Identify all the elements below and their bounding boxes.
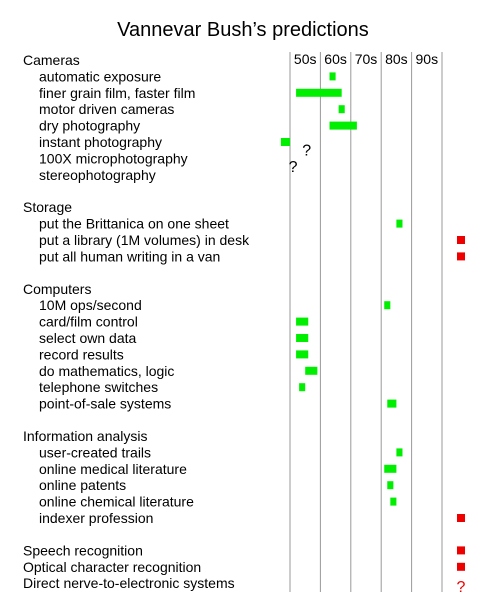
decade-tick-label: 50s — [293, 51, 317, 67]
timeline-bar — [396, 448, 402, 456]
prediction-label: record results — [39, 346, 124, 363]
timeline-bar — [387, 481, 393, 489]
prediction-label: put the Brittanica on one sheet — [39, 215, 229, 232]
not-achieved-marker — [457, 563, 465, 571]
prediction-label: 100X microphotography — [39, 150, 188, 167]
prediction-label: instant photography — [39, 134, 162, 150]
uncertain-marker: ? — [302, 142, 312, 160]
prediction-label: Optical character recognition — [23, 558, 202, 575]
timeline-bar — [384, 465, 396, 473]
unknown-marker: ? — [456, 579, 466, 597]
timeline-bar — [396, 220, 402, 228]
timeline-bar — [281, 138, 290, 146]
prediction-label: stereophotography — [39, 166, 156, 183]
prediction-label: put a library (1M volumes) in desk — [39, 232, 250, 248]
prediction-label: telephone switches — [39, 379, 159, 396]
timeline-bar — [339, 105, 345, 113]
decade-tick-label: 70s — [354, 51, 378, 67]
prediction-label: 10M ops/second — [39, 297, 142, 314]
timeline-bar — [296, 334, 308, 342]
prediction-label: online medical literature — [39, 460, 187, 477]
decade-tick-label: 80s — [385, 51, 408, 67]
timeline-bar — [296, 89, 342, 97]
prediction-label: user-created trails — [39, 444, 152, 461]
not-achieved-marker — [457, 252, 465, 260]
uncertain-marker: ? — [288, 158, 298, 176]
not-achieved-marker — [457, 546, 465, 554]
prediction-label: do mathematics, logic — [39, 362, 175, 379]
prediction-label: Speech recognition — [23, 542, 143, 559]
timeline-bar — [384, 301, 390, 309]
timeline-bar — [387, 400, 396, 408]
decade-tick-labels — [294, 51, 438, 67]
decade-gridlines — [290, 52, 442, 592]
prediction-label: finer grain film, faster film — [39, 84, 196, 101]
prediction-label: indexer profession — [39, 510, 154, 526]
prediction-label: point-of-sale systems — [39, 395, 172, 412]
prediction-label: dry photography — [39, 117, 141, 134]
timeline-bar — [305, 367, 317, 375]
timeline-bar — [296, 318, 308, 326]
prediction-rows — [23, 52, 250, 591]
prediction-label: put all human writing in a van — [39, 248, 221, 265]
prediction-label: online patents — [39, 477, 127, 494]
category-label: Cameras — [23, 52, 80, 68]
category-label: Information analysis — [23, 428, 148, 444]
category-label: Computers — [23, 280, 92, 297]
timeline-bar — [299, 383, 305, 391]
decade-tick-label: 60s — [324, 51, 347, 67]
decade-tick-label: 90s — [415, 51, 439, 67]
prediction-label: motor driven cameras — [39, 101, 175, 118]
timeline-bar — [330, 122, 357, 130]
not-achieved-marker — [457, 514, 465, 522]
timeline-marks — [281, 72, 466, 596]
prediction-label: online chemical literature — [39, 493, 194, 510]
prediction-label: card/film control — [39, 313, 138, 330]
chart-title: Vannevar Bush’s predictions — [117, 19, 369, 41]
not-achieved-marker — [457, 236, 465, 244]
category-label: Storage — [23, 199, 73, 216]
timeline-bar — [390, 498, 396, 506]
prediction-label: Direct nerve-to-electronic systems — [23, 575, 235, 592]
prediction-label: automatic exposure — [39, 68, 162, 85]
timeline-bar — [296, 350, 308, 358]
timeline-bar — [330, 72, 336, 80]
prediction-label: select own data — [39, 330, 137, 346]
